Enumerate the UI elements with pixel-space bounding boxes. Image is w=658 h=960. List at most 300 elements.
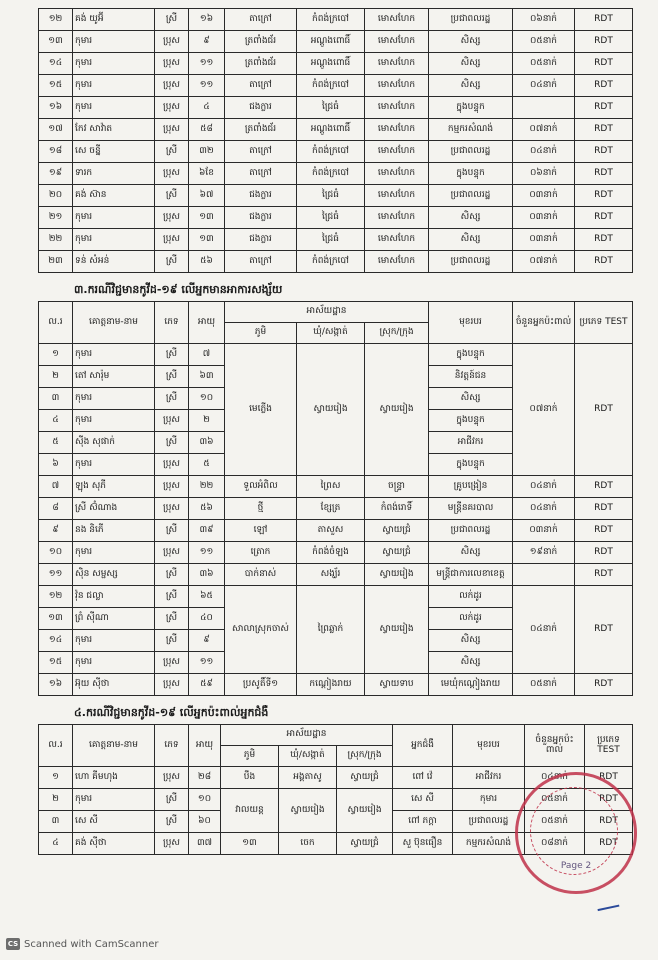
table-cell: មន្ត្រីនគរបាល [429, 498, 513, 520]
table-cell: ៦៣ [189, 366, 225, 388]
table-cell: អង្គតាសូ [279, 767, 337, 789]
table-cell: កំពង់ក្របៅ [297, 141, 365, 163]
table-cell: កុមារ [73, 789, 155, 811]
table-cell: ខ្សែត្រ [297, 498, 365, 520]
table-cell: តាក្រៅ [225, 163, 297, 185]
table-cell: មោសហែក [365, 163, 429, 185]
table-cell: ១៤ [39, 53, 73, 75]
table-cell: ស្រី [155, 564, 189, 586]
table-cell: គង់ ស៊ាន [73, 185, 155, 207]
table-cell: កុមារ [73, 31, 155, 53]
table-cell: ប្រជាពលរដ្ឋ [429, 520, 513, 542]
header-address: អាស័យដ្ឋាន [221, 725, 393, 746]
table-cell: អណ្ដូងពោធិ៍ [297, 119, 365, 141]
table-cell: ប្រសូតិ៍ទី១ [225, 674, 297, 696]
table-cell: ០៣នាក់ [513, 520, 575, 542]
table-row [39, 564, 633, 586]
table-cell: ១៨ [39, 141, 73, 163]
table-cell: បាក់នាស់ [225, 564, 297, 586]
table-cell: កំពង់ក្របៅ [297, 163, 365, 185]
merged-district-cell: ស្វាយរៀង [365, 586, 429, 674]
table-cell: ០៣នាក់ [513, 185, 575, 207]
table-cell: សេ សី [393, 789, 453, 811]
table-cell: ៩ [39, 520, 73, 542]
table-cell: ប្រុស [155, 476, 189, 498]
table-cell: RDT [575, 185, 633, 207]
table-cell: RDT [575, 207, 633, 229]
table-cell: ស្រី [155, 185, 189, 207]
table-cell: ប្រជាពលរដ្ឋ [453, 811, 525, 833]
table-cell: ៧ [189, 344, 225, 366]
table-cell: ០៥នាក់ [525, 789, 585, 811]
table-cell: ២២ [39, 229, 73, 251]
table-cell: កុមារ [73, 388, 155, 410]
table-cell: ស្វាយជ្រំ [337, 833, 393, 855]
table-cell: មោសហែក [365, 75, 429, 97]
table-cell: RDT [585, 833, 633, 855]
table-cell: ប្រុស [155, 454, 189, 476]
table-cell: កំពង់រោទិ៍ [365, 498, 429, 520]
table-cell: មោសហែក [365, 185, 429, 207]
table-cell: ប្រុស [155, 542, 189, 564]
suspected-cases-table [38, 301, 633, 696]
table-cell: ទន់ សំអន់ [73, 251, 155, 273]
table-cell: ប្រុស [155, 75, 189, 97]
header-test: ប្រភេទ TEST [575, 302, 633, 344]
table-cell: ស្វាយជ្រំ [365, 542, 429, 564]
table-cell: កែវ សាវ៉ាត [73, 119, 155, 141]
table-cell: គង់ យូអ៊ី [73, 9, 155, 31]
table-cell: បឹង [221, 767, 279, 789]
table-cell: ស៊ិន សម្ផស្ស [73, 564, 155, 586]
table-row [39, 9, 633, 31]
table-cell: ប្រជាពលរដ្ឋ [429, 141, 513, 163]
table-cell: សិស្ស [429, 388, 513, 410]
table-cell: ១១ [189, 652, 225, 674]
table-cell: ១៣ [189, 207, 225, 229]
table-cell: RDT [585, 767, 633, 789]
table-cell: ៣៧ [189, 833, 221, 855]
table-cell: អណ្ដូងពោធិ៍ [297, 53, 365, 75]
table-cell: ១១ [189, 75, 225, 97]
table-cell: ស្វាយទាប [365, 674, 429, 696]
table-cell: ១ [39, 767, 73, 789]
table-cell: ស្រី [155, 811, 189, 833]
table-cell: អ៊ុយ ស៊ីថា [73, 674, 155, 696]
table-cell: ស្រី [155, 388, 189, 410]
scanner-text: Scanned with CamScanner [24, 938, 159, 950]
section-3-title: ៣.ករណីវិជ្ជមានកូវីដ-១៩ លើអ្នកមានអាការសង្ស័យ [74, 283, 283, 296]
table-cell: ៥៦ [189, 251, 225, 273]
table-cell: កំពង់ក្របៅ [297, 9, 365, 31]
table-cell: ២០ [39, 185, 73, 207]
table-cell: ស្រី [155, 251, 189, 273]
table-cell: កំពង់ចំឡង [297, 542, 365, 564]
table-row [39, 75, 633, 97]
table-cell: ១៤ [39, 630, 73, 652]
header-contacts: ចំនួនអ្នកប៉ះពាល់ [513, 302, 575, 344]
table-cell: ស្រី ស៊ំណាង [73, 498, 155, 520]
table-cell: ឡុង សុភី [73, 476, 155, 498]
table-cell: ស្រី [155, 586, 189, 608]
merged-village-cell: សាលាស្រុកចាស់ [225, 586, 297, 674]
table-cell: ២ [39, 366, 73, 388]
table-row [39, 53, 633, 75]
table-cell: កុមារ [453, 789, 525, 811]
table-cell: ៥ [39, 432, 73, 454]
table-cell: ១០ [189, 789, 221, 811]
table-cell: ៦ខែ [189, 163, 225, 185]
table-cell: មន្ត្រីជាការលេខាខេត្ត [429, 564, 513, 586]
table-cell: តៅ សារ៉ុម [73, 366, 155, 388]
table-cell: ស្រី [155, 608, 189, 630]
table-cell: កុមារ [73, 542, 155, 564]
table-cell: ចន្ទ្រា [365, 476, 429, 498]
table-cell: ១៣ [39, 608, 73, 630]
table-cell: ០៤នាក់ [513, 476, 575, 498]
table-row [39, 586, 633, 608]
table-cell: RDT [575, 542, 633, 564]
table-cell: ក្នុងបន្ទុក [429, 97, 513, 119]
table-cell: មោសហែក [365, 119, 429, 141]
table-cell: ប្រុស [155, 833, 189, 855]
table-cell: ពៅ ភក្ដា [393, 811, 453, 833]
table-cell: មោសហែក [365, 251, 429, 273]
merged-district-cell: ស្វាយរៀង [365, 344, 429, 476]
table-cell: ៣ [39, 811, 73, 833]
table-cell: RDT [575, 97, 633, 119]
table-cell: ស្រី [155, 141, 189, 163]
table-cell: កំពង់ក្របៅ [297, 75, 365, 97]
table-row [39, 344, 633, 366]
table-cell: សិស្ស [429, 53, 513, 75]
table-cell: ប្រុស [155, 53, 189, 75]
table-cell: ត្រពាំងជ័រ [225, 53, 297, 75]
table-cell: លក់ដូរ [429, 608, 513, 630]
header-commune: ឃុំ/សង្កាត់ [297, 323, 365, 344]
document-page [38, 8, 632, 855]
table-cell: ចេក [279, 833, 337, 855]
table-cell: ស៊ីង សុផាក់ [73, 432, 155, 454]
header-commune: ឃុំ/សង្កាត់ [279, 746, 337, 767]
table-cell: ប្រុស [155, 498, 189, 520]
table-cell: ស្រី [155, 520, 189, 542]
table-cell: និវត្តន៍ជន [429, 366, 513, 388]
table-cell: កម្មករសំណង់ [429, 119, 513, 141]
cases-table-continued-body [39, 9, 633, 273]
table-cell: សួ ប៊ុនធឿន [393, 833, 453, 855]
table-cell: កុមារ [73, 75, 155, 97]
table-row [39, 251, 633, 273]
table-cell: ១៧ [39, 119, 73, 141]
table-cell: មេឃុំកណ្ដៀងរាយ [429, 674, 513, 696]
header-test: ប្រភេទ TEST [585, 725, 633, 767]
table-cell: ប្រុស [155, 119, 189, 141]
table-cell: សិស្ស [429, 542, 513, 564]
table-cell: កុមារ [73, 410, 155, 432]
table-cell: ១៣ [221, 833, 279, 855]
table-cell: ស្រី [155, 789, 189, 811]
table-row [39, 31, 633, 53]
table-cell: វ៉ុន ជល្លា [73, 586, 155, 608]
table-cell: RDT [575, 251, 633, 273]
table-cell: ១៣ [189, 229, 225, 251]
table-cell: សង្ឃ័រ [297, 564, 365, 586]
camscanner-logo-icon: CS [7, 940, 19, 948]
table-cell [513, 97, 575, 119]
table-cell: ១២ [39, 586, 73, 608]
table-cell: RDT [575, 9, 633, 31]
table-cell: លក់ដូរ [429, 586, 513, 608]
table-cell: កម្មករសំណង់ [453, 833, 525, 855]
table-cell: សិស្ស [429, 630, 513, 652]
table-cell: ស្វាយរៀង [365, 564, 429, 586]
table-cell: RDT [575, 498, 633, 520]
header-village: ភូមិ [221, 746, 279, 767]
header-name: គោត្តនាម-នាម [73, 725, 155, 767]
header-sex: ភេទ [155, 725, 189, 767]
table-cell: ២៨ [189, 767, 221, 789]
table-cell: ០៤នាក់ [513, 141, 575, 163]
table-row [39, 229, 633, 251]
table-cell: ៣៦ [189, 432, 225, 454]
table-cell: កុមារ [73, 229, 155, 251]
table-cell: ត្រោក [225, 542, 297, 564]
scanner-footer [6, 938, 159, 950]
table-cell: អណ្ដូងពោធិ៍ [297, 31, 365, 53]
table-cell: ប្រុស [155, 207, 189, 229]
table-cell: RDT [575, 163, 633, 185]
table-cell: ៦៥ [189, 586, 225, 608]
table-cell: ២២ [189, 476, 225, 498]
header-age: អាយុ [189, 725, 221, 767]
table-cell: ១០ [39, 542, 73, 564]
table-cell: RDT [575, 520, 633, 542]
table-cell: ១៦ [39, 674, 73, 696]
table-cell: មោសហែក [365, 97, 429, 119]
table-cell: RDT [575, 75, 633, 97]
header-district: ស្រុក/ក្រុង [337, 746, 393, 767]
table-cell: ០៦នាក់ [513, 163, 575, 185]
header-name: គោត្តនាម-នាម [73, 302, 155, 344]
table-cell: ១១ [189, 53, 225, 75]
table-cell: ជងក្លារ [225, 229, 297, 251]
table-cell: ០៥នាក់ [513, 674, 575, 696]
table-row [39, 498, 633, 520]
table-cell: ប្រជាពលរដ្ឋ [429, 251, 513, 273]
table-cell: កុមារ [73, 454, 155, 476]
header-patient: អ្នកជំងឺ [393, 725, 453, 767]
table-row [39, 520, 633, 542]
table-cell: កុមារ [73, 630, 155, 652]
table-cell: ទារក [73, 163, 155, 185]
table-cell: សិស្ស [429, 75, 513, 97]
table-cell: នង និភើ [73, 520, 155, 542]
table-cell: ១១ [39, 564, 73, 586]
table-cell: ៧ [39, 476, 73, 498]
table-cell: ឡៅ [225, 520, 297, 542]
suspected-cases-body [39, 344, 633, 696]
cases-table-continued [38, 8, 633, 273]
merged-commune-cell: ស្វាយរៀង [279, 789, 337, 833]
table-cell: ទួលអំពិល [225, 476, 297, 498]
table-cell: ជ្រៃធំ [297, 185, 365, 207]
table-row [39, 141, 633, 163]
table-cell: ជ្រៃធំ [297, 229, 365, 251]
table-cell: ៣ [39, 388, 73, 410]
table-row [39, 674, 633, 696]
table-cell: ជងក្លារ [225, 185, 297, 207]
table-row [39, 163, 633, 185]
table-cell: ១១ [189, 542, 225, 564]
merged-contacts-cell: ០៤នាក់ [513, 586, 575, 674]
table-cell: ត្រពាំងជ័រ [225, 31, 297, 53]
table-cell: ០៧នាក់ [513, 251, 575, 273]
table-cell: ៣២ [189, 141, 225, 163]
table-cell: ៥៨ [189, 119, 225, 141]
table-cell: ៩ [189, 630, 225, 652]
merged-contacts-cell: ០៧នាក់ [513, 344, 575, 476]
table-cell: អាជីវករ [429, 432, 513, 454]
table-cell: ០៣នាក់ [513, 229, 575, 251]
table-cell: កណ្ដៀងរាយ [297, 674, 365, 696]
header-occupation: មុខរបរ [453, 725, 525, 767]
table-cell: ៥៩ [189, 674, 225, 696]
table-cell: ១៦ [39, 97, 73, 119]
table-cell: តាក្រៅ [225, 251, 297, 273]
table-cell: ២ [189, 410, 225, 432]
table-cell: ១៩នាក់ [513, 542, 575, 564]
table-cell: ៤ [189, 97, 225, 119]
table-row [39, 119, 633, 141]
table-cell: ៩ [189, 31, 225, 53]
table-cell: ក្នុងបន្ទុក [429, 410, 513, 432]
table-cell: ជងក្លារ [225, 207, 297, 229]
table-cell: សេ សី [73, 811, 155, 833]
table-cell: ៥ [189, 454, 225, 476]
table-cell: ៤ [39, 833, 73, 855]
table-cell: ប្រជាពលរដ្ឋ [429, 9, 513, 31]
table-cell: ជ្រៃធំ [297, 207, 365, 229]
table-cell: ១ [39, 344, 73, 366]
table-cell: ២ [39, 789, 73, 811]
table-cell: ០៤នាក់ [525, 767, 585, 789]
table-cell: ១២ [39, 9, 73, 31]
merged-village-cell: វាលយន្ត [221, 789, 279, 833]
table-cell: គង់ ស៊ីថា [73, 833, 155, 855]
table-cell: ៦ [39, 454, 73, 476]
table-cell: មោសហែក [365, 31, 429, 53]
header-age: អាយុ [189, 302, 225, 344]
table-cell: ១៥ [39, 75, 73, 97]
table-cell: ជងក្លារ [225, 97, 297, 119]
table-cell: ស្រី [155, 630, 189, 652]
table-row [39, 97, 633, 119]
table-cell: ប្រុស [155, 652, 189, 674]
table-cell: ២៣ [39, 251, 73, 273]
table-cell: មោសហែក [365, 9, 429, 31]
table-cell: ១៥ [39, 652, 73, 674]
official-stamp [515, 772, 637, 894]
table-cell: ប្រុស [155, 767, 189, 789]
table-cell: ហោ គីមហុង [73, 767, 155, 789]
merged-commune-cell: ស្វាយរៀង [297, 344, 365, 476]
table-cell: ០៤នាក់ [513, 75, 575, 97]
header-contacts: ចំនួនអ្នកប៉ះពាល់ [525, 725, 585, 767]
table-cell: RDT [575, 564, 633, 586]
header-occupation: មុខរបរ [429, 302, 513, 344]
table-cell: គ្រូបង្រៀន [429, 476, 513, 498]
table-cell: ប្រជាពលរដ្ឋ [429, 185, 513, 207]
table-cell: ៣៩ [189, 520, 225, 542]
table-cell: ក្នុងបន្ទុក [429, 454, 513, 476]
table-cell: កុមារ [73, 344, 155, 366]
table-cell: ៤ [39, 410, 73, 432]
header-no: ល.រ [39, 302, 73, 344]
table-row [39, 207, 633, 229]
table-cell: ប្រុស [155, 410, 189, 432]
table-cell: ស្រី [155, 432, 189, 454]
table-cell: ប្រុស [155, 97, 189, 119]
table-cell: ១៩ [39, 163, 73, 185]
table-cell: ស្រី [155, 344, 189, 366]
table-cell: RDT [585, 789, 633, 811]
merged-test-cell: RDT [575, 344, 633, 476]
table-cell: ៦០ [189, 811, 221, 833]
table-cell: ប្រុស [155, 31, 189, 53]
table-cell: ០៥នាក់ [525, 811, 585, 833]
table-cell: មោសហែក [365, 53, 429, 75]
table-cell: ក្នុងបន្ទុក [429, 344, 513, 366]
table-cell: ៣៦ [189, 564, 225, 586]
header-village: ភូមិ [225, 323, 297, 344]
table-cell: RDT [575, 31, 633, 53]
table-row [39, 185, 633, 207]
table-cell: ១៦ [189, 9, 225, 31]
table-cell: ២១ [39, 207, 73, 229]
table-cell: មោសហែក [365, 229, 429, 251]
table-cell: RDT [575, 141, 633, 163]
table-cell: កុមារ [73, 652, 155, 674]
table-cell: កុមារ [73, 97, 155, 119]
table-cell: RDT [575, 674, 633, 696]
table-cell: ពៅ វ៉េ [393, 767, 453, 789]
table-cell: មោសហែក [365, 141, 429, 163]
table-cell: សិស្ស [429, 31, 513, 53]
table-cell: ប្រុស [155, 229, 189, 251]
header-district: ស្រុក/ក្រុង [365, 323, 429, 344]
table-cell: ១០ [189, 388, 225, 410]
table-cell: ត្រពាំងជ័រ [225, 119, 297, 141]
table-cell: ០៨នាក់ [525, 833, 585, 855]
section-4-title: ៤.ករណីវិជ្ជមានកូវីដ-១៩ លើអ្នកប៉ះពាល់អ្នកជំងឺ [74, 706, 269, 719]
table-cell: តាក្រៅ [225, 9, 297, 31]
table-cell: តាក្រៅ [225, 75, 297, 97]
table-cell: សេ ចន្នី [73, 141, 155, 163]
table-cell [513, 564, 575, 586]
table-cell: ៥៦ [189, 498, 225, 520]
table-cell: តាសួស [297, 520, 365, 542]
table-cell: ស្វាយជ្រំ [365, 520, 429, 542]
table-row [39, 476, 633, 498]
table-cell: ០៤នាក់ [513, 498, 575, 520]
table-cell: សិស្ស [429, 229, 513, 251]
table-cell: ១៣ [39, 31, 73, 53]
table-cell: ស្រី [155, 366, 189, 388]
table-cell: ៦៧ [189, 185, 225, 207]
table-cell: ០៥នាក់ [513, 53, 575, 75]
table-cell: RDT [575, 119, 633, 141]
